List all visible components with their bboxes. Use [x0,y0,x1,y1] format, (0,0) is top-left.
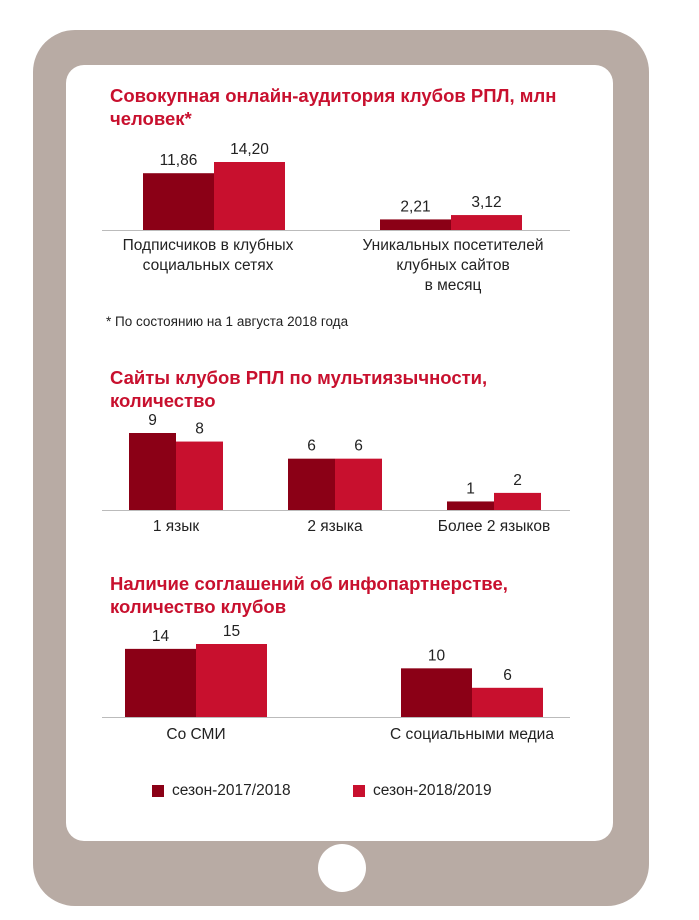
chart-1-bar-0-0 [129,433,176,510]
chart-1-bar-1-0 [288,459,335,510]
chart-2-bar-1-1 [472,688,543,717]
chart-2-value-label-1-1: 6 [503,666,512,684]
chart-title-multilang: Сайты клубов РПЛ по мультиязычности, количество [110,367,488,411]
legend-item-2018 [353,782,492,800]
legend-label-2017: сезон-2017/2018 [172,782,291,799]
chart-1-value-label-1-1: 6 [354,437,363,455]
chart-0-value-label-1-1: 3,12 [471,194,502,212]
chart-1-bar-1-1 [335,459,382,510]
chart-2-bar-1-0 [401,668,472,717]
chart-title-audience: Совокупная онлайн-аудитория клубов РПЛ, млн человек* [110,85,557,129]
chart-0-category-label-0-0: Подписчиков в клубных [122,237,294,254]
legend [0,782,699,806]
chart-1-value-label-0-0: 9 [148,412,157,429]
chart-1-category-label-1-0: 2 языка [307,518,363,535]
chart-0-bar-0-0 [143,173,214,230]
chart-2-bar-0-1 [196,644,267,717]
chart-0-value-label-0-0: 11,86 [159,152,198,170]
chart-1-value-label-0-1: 8 [195,420,204,438]
chart-0-bar-0-1 [214,162,285,230]
legend-swatch-2018 [353,785,365,797]
chart-1-value-label-1-0: 6 [307,437,316,455]
chart-1-bar-2-1 [494,493,541,510]
chart-2-value-label-0-0: 14 [151,627,170,645]
chart-1-value-label-2-1: 2 [513,471,522,489]
chart-2-category-label-1-0: С социальными медиа [390,726,554,743]
chart-0-bar-1-0 [380,219,451,230]
legend-swatch-2017 [152,785,164,797]
footnote: * По состоянию на 1 августа 2018 года [106,314,349,329]
chart-1-value-label-2-0: 1 [466,480,475,498]
legend-item-2017 [152,782,291,800]
chart-0-category-label-1-1: клубных сайтов [396,257,510,274]
chart-0-category-label-0-1: социальных сетях [142,257,274,274]
chart-0-value-label-1-0: 2,21 [400,198,431,216]
chart-0-category-label-1-2: в месяц [424,277,482,294]
chart-1-category-label-2-0: Более 2 языков [437,518,551,535]
chart-0-category-label-1-0: Уникальных посетителей [362,237,544,254]
chart-1-bar-2-0 [447,501,494,510]
chart-title-partners: Наличие соглашений об инфопартнерстве, количество клубов [110,573,508,617]
chart-2-value-label-0-1: 15 [222,623,241,640]
chart-1-category-label-0-0: 1 язык [152,518,200,535]
chart-1-bar-0-1 [176,442,223,510]
legend-label-2018: сезон-2018/2019 [373,782,492,799]
chart-0-bar-1-1 [451,215,522,230]
chart-0-value-label-0-1: 14,20 [230,141,269,158]
chart-2-category-label-0-0: Со СМИ [166,726,226,743]
chart-2-bar-0-0 [125,649,196,717]
chart-2-value-label-1-0: 10 [427,647,446,665]
